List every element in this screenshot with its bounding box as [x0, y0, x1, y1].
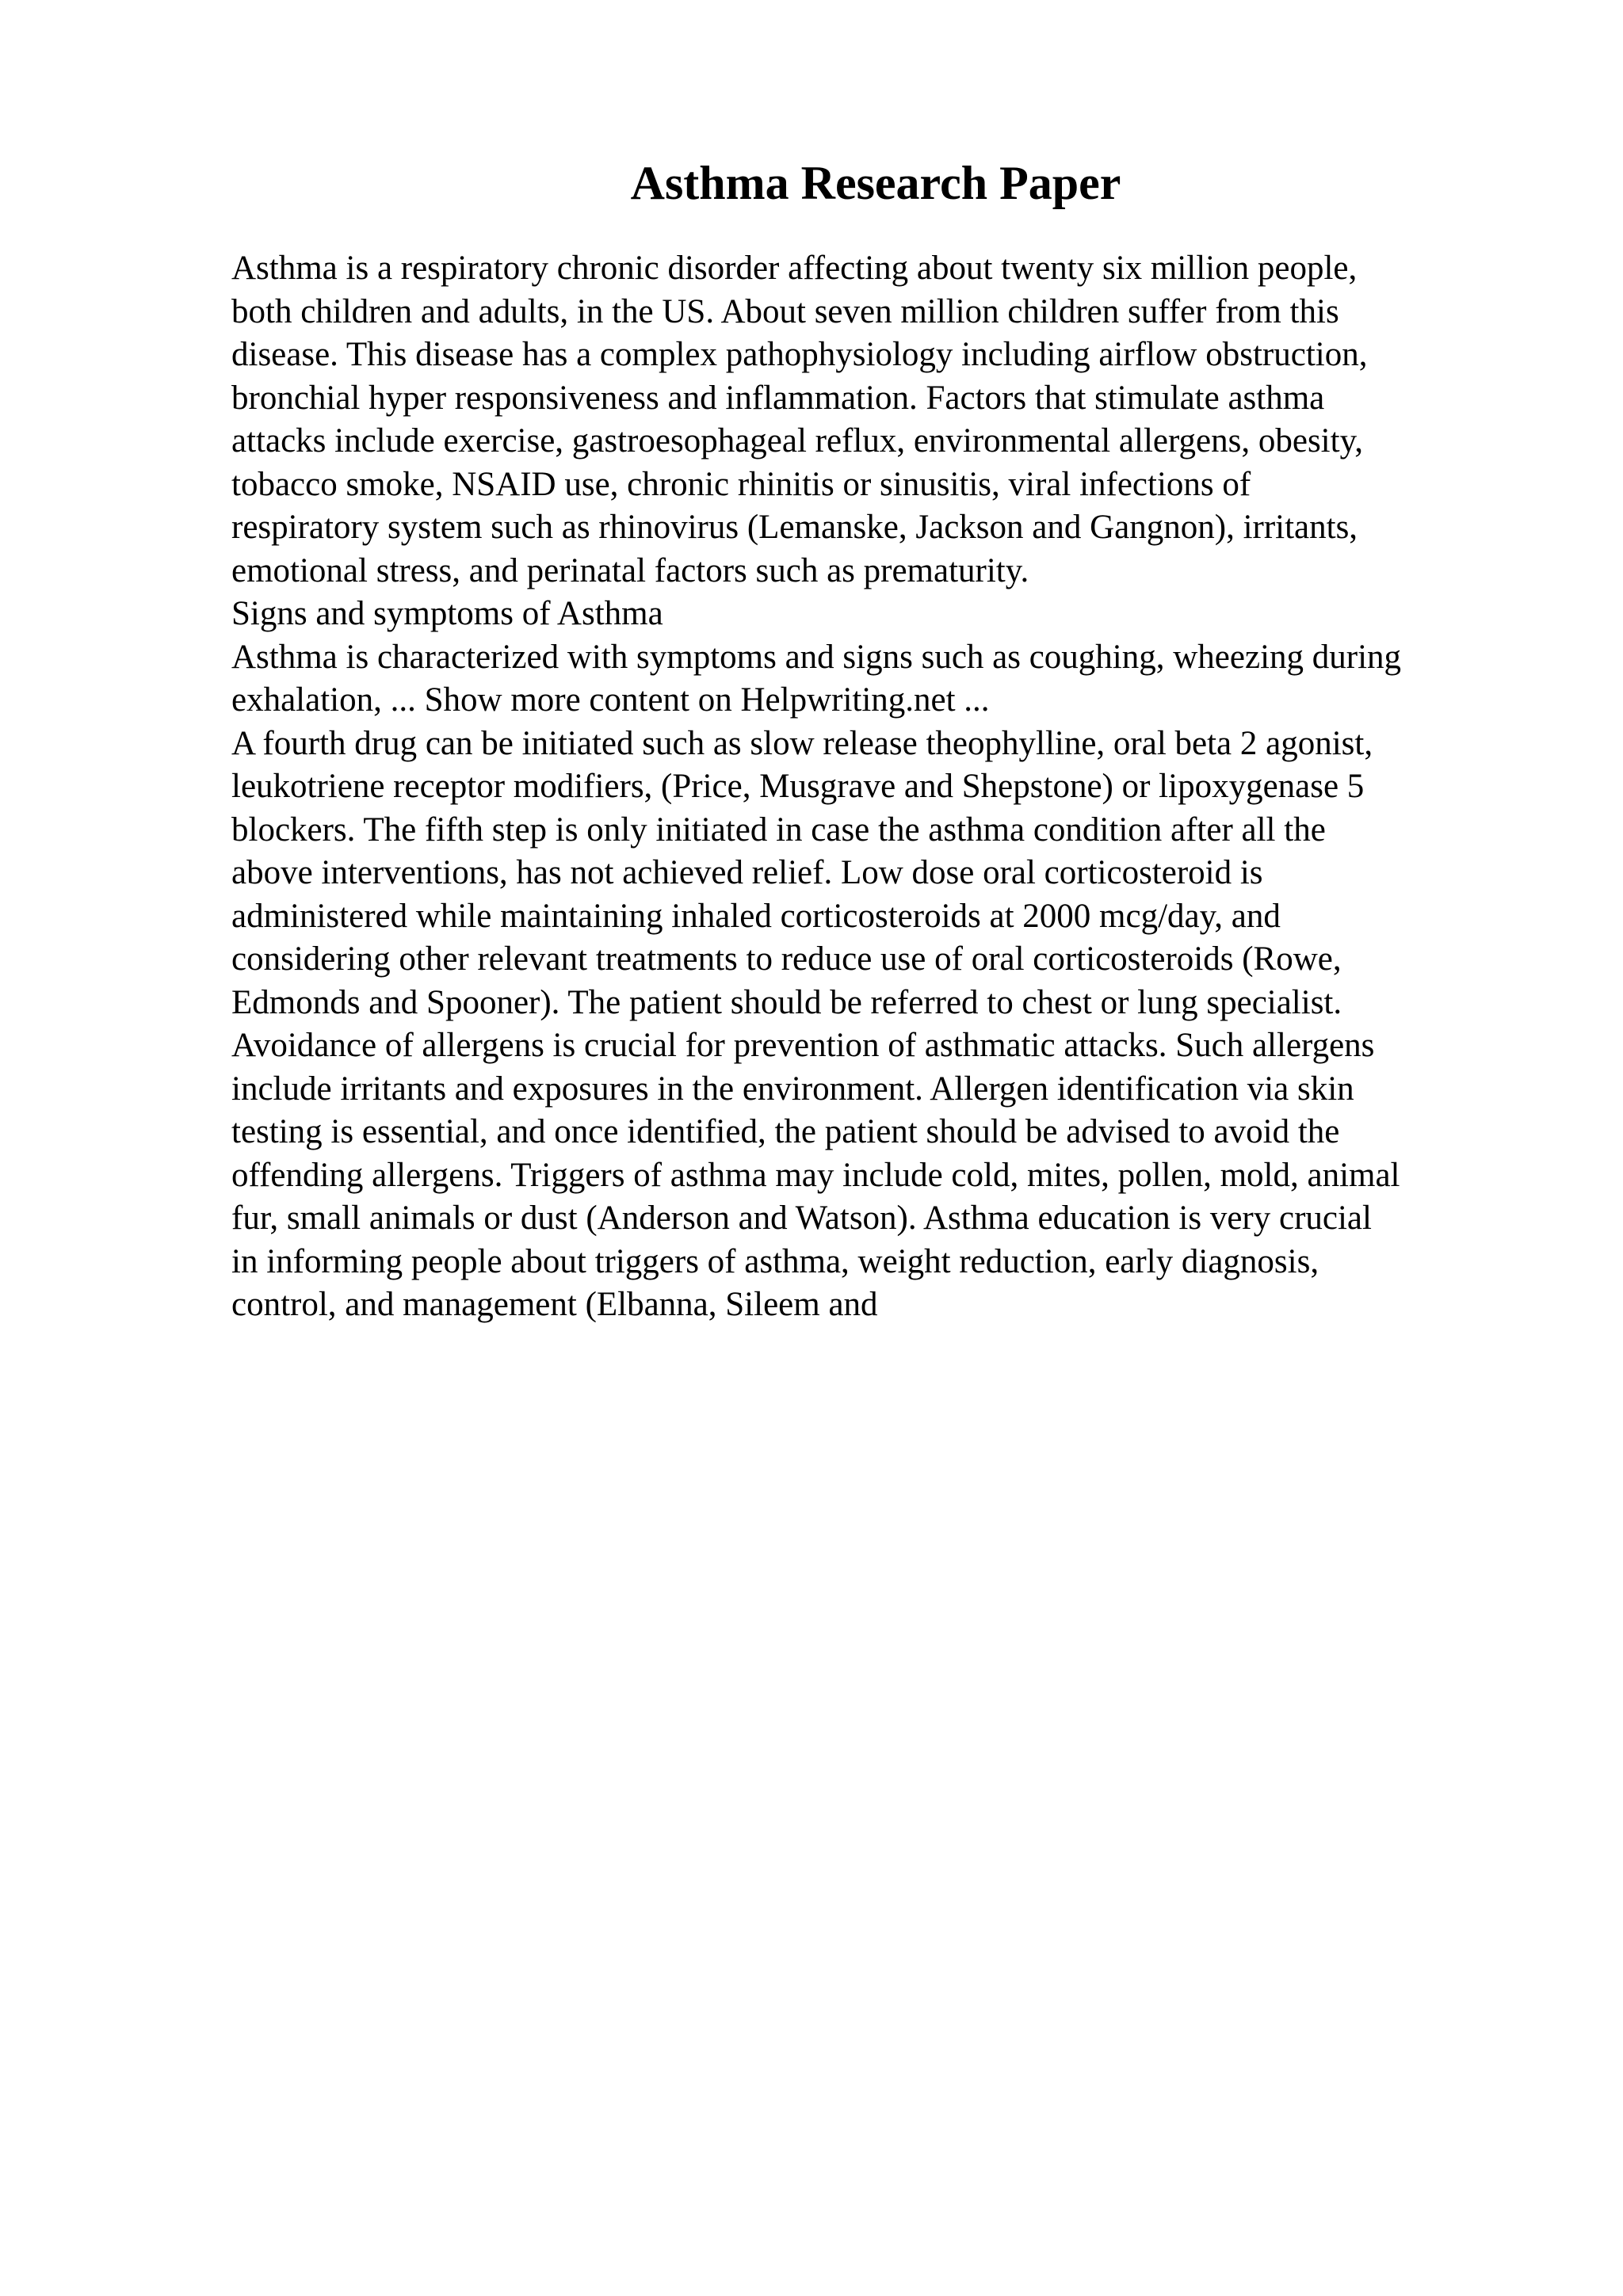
text-line: bronchial hyper responsiveness and inflammation. Factors that stimulate asthma: [231, 379, 1325, 417]
text-line: leukotriene receptor modifiers, (Price, Musgrave and Shepstone) or lipoxygenase 5: [231, 768, 1365, 805]
text-line: Asthma is characterized with symptoms and signs such as coughing, wheezing during: [231, 638, 1402, 676]
text-line: fur, small animals or dust (Anderson and Watson). Asthma education is very crucial: [231, 1199, 1372, 1237]
text-line: attacks include exercise, gastroesophageal reflux, environmental allergens, obesity,: [231, 422, 1364, 460]
text-line: emotional stress, and perinatal factors such as prematurity.: [231, 551, 1029, 589]
text-line: administered while maintaining inhaled corticosteroids at 2000 mcg/day, and: [231, 897, 1281, 935]
text-line: in informing people about triggers of asthma, weight reduction, early diagnosis,: [231, 1242, 1319, 1280]
text-line: blockers. The fifth step is only initiated in case the asthma condition after all the: [231, 810, 1326, 849]
text-line: respiratory system such as rhinovirus (Lemanske, Jackson and Gangnon), irritants,: [231, 509, 1358, 546]
text-line: testing is essential, and once identified, the patient should be advised to avoid the: [231, 1113, 1340, 1150]
text-line: A fourth drug can be initiated such as slow release theophylline, oral beta 2 agonist,: [231, 724, 1373, 762]
text-line: above interventions, has not achieved relief. Low dose oral corticosteroid is: [231, 854, 1263, 891]
text-line: Asthma is a respiratory chronic disorder affecting about twenty six million people,: [231, 250, 1358, 287]
text-line: control, and management (Elbanna, Sileem and: [231, 1286, 878, 1323]
text-line: exhalation, ... Show more content on Helpwriting.net ...: [231, 681, 990, 719]
text-line: both children and adults, in the US. About seven million children suffer from this: [231, 292, 1339, 330]
text-line: Avoidance of allergens is crucial for prevention of asthmatic attacks. Such allergens: [231, 1027, 1375, 1064]
text-line: Edmonds and Spooner). The patient should be referred to chest or lung specialist.: [231, 983, 1342, 1021]
text-line: disease. This disease has a complex pathophysiology including airflow obstruction,: [231, 336, 1368, 373]
document-body: [231, 247, 1515, 1327]
page-title: Asthma Research Paper: [630, 157, 1121, 209]
text-line: considering other relevant treatments to reduce use of oral corticosteroids (Rowe,: [231, 940, 1342, 978]
section-heading: Signs and symptoms of Asthma: [231, 595, 663, 632]
text-line: offending allergens. Triggers of asthma may include cold, mites, pollen, mold, animal: [231, 1156, 1400, 1194]
text-line: include irritants and exposures in the environment. Allergen identification via skin: [231, 1070, 1354, 1108]
text-line: tobacco smoke, NSAID use, chronic rhinitis or sinusitis, viral infections of: [231, 465, 1251, 503]
